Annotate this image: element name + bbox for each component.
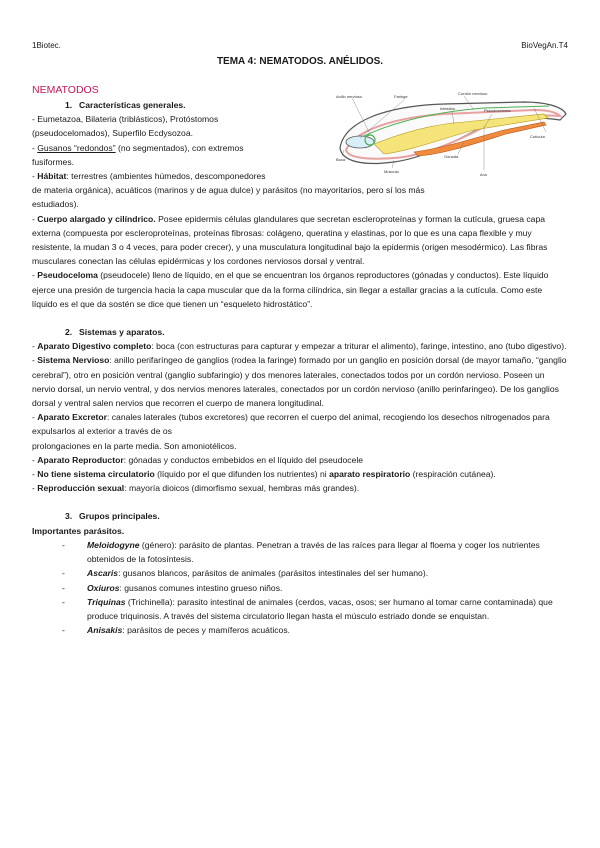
list-item: - Triquinas (Trichinella): parasito intestinal de animales (cerdos, vacas, osos; ser humano al tomar carne contaminada) que produce triquinosis. A través del sistema circulatorio llegan hasta el músculo estriado donde se enquistan. [62, 596, 553, 621]
s2-circulatorio: - No tiene sistema circulatorio (líquido por el que difunden los nutrientes) ni aparato respiratorio (respiración cutánea). [32, 469, 496, 480]
diagram-label-6: Cutícula [530, 134, 545, 139]
heading-s2-num: 2. [65, 327, 73, 338]
heading-s1 [32, 98, 568, 112]
page-title: TEMA 4: NEMATODOS. ANÉLIDOS. [216, 56, 384, 67]
diagram-label-9: Músculo [384, 169, 399, 174]
s2-nervioso: - Sistema Nervioso: anillo perifaríngeo de ganglios (rodea la faringe) formado por un ganglio en posición dorsal (de mayor tamaño, “ganglio cerebral”), otro en posición ventral (ganglio subfaringio) y dos menores laterales, conectados todos por un cordón nervioso. Poseen un nervio dorsal, un nervio ventral, y dos nervios menores laterales, conectados por un cordón nervioso (anillo perinfaringeo). De los ganglios dorsal y ventral salen nervios que recorren el cuerpo de manera longitudinal. [32, 355, 567, 409]
heading-s3-num: 3. [65, 511, 73, 522]
section-title: NEMATODOS [32, 84, 99, 96]
header-left: 1Biotec. [32, 41, 61, 50]
s1-line4: fusiformes. [32, 156, 75, 167]
s2-reproductor: - Aparato Reproductor: gónadas y conductos embebidos en el líquido del pseudocele [32, 454, 364, 465]
heading-s2 [32, 325, 568, 339]
list-item: - Ascaris: gusanos blancos, parásitos de animales (parásitos intestinales del ser humano). [62, 568, 429, 579]
heading-s2-title: Sistemas y aparatos. [79, 327, 165, 338]
document-body [32, 82, 568, 637]
diagram-label-4: Cordón nervioso [458, 92, 488, 96]
s1-cuerpo: - Cuerpo alargado y cilíndrico. Posee epidermis células glandulares que secretan escleroproteínas y forman la cutícula, gruesa capa externa (compuesta por escleroproteínas, proteínas fibrosas: colágeno, queratina y elastinas, por lo que es una capa flexible y muy resistente, la mudan 3 o 4 veces, para poder crecer), y una musculatura longitudinal bajo la epidermis (origen mesodérmico). Las fibras musculares conectan las células epidérmicas y los cordones nerviosos dorsal y ventral. [32, 213, 548, 267]
diagram-label-1: Faringe [394, 94, 408, 99]
heading-s3 [32, 509, 568, 523]
s1-line1: - Eumetazoa, Bilateria (triblásticos), Protóstomos [32, 114, 219, 125]
heading-s1-num: 1. [65, 100, 73, 110]
s3-subtitle: Importantes parásitos. [32, 525, 125, 536]
list-item: - Oxiuros: gusanos comunes intestino grueso niños. [62, 582, 283, 593]
s1-habitat: - Hábitat: terrestres (ambientes húmedos, descomponedores de materia orgánica), acuáticos (marinos y de agua dulce) y parásitos (no mayoritarios, pero sí los más estudiados). [32, 171, 425, 210]
s2-reproduccion-sexual: - Reproducción sexual: mayoría dioicos (dimorfismo sexual, hembras más grandes). [32, 483, 360, 494]
s1-line3: - Gusanos “redondos” (no segmentados), con extremos [32, 142, 244, 153]
diagram-label-8: Boca [336, 157, 346, 162]
diagram-label-7: Ano [480, 172, 488, 177]
list-item: - Meloidogyne (género): parásito de plantas. Penetran a través de las raíces para llegar al floema y coger los nutrientes obtenidos de la fotosíntesis. [62, 539, 540, 565]
diagram-label-5: Gónada [444, 154, 459, 159]
diagram-label-2: Intestino [440, 106, 456, 111]
gusanos-redondos: Gusanos “redondos” [37, 142, 116, 153]
parasite-list [32, 538, 568, 637]
heading-s1-title: Características generales. [79, 100, 186, 110]
s2-excretor: - Aparato Excretor: canales laterales (tubos excretores) que recorren el cuerpo del animal, recogiendo los desechos nitrogenados para expulsarlos al exterior a través de os prolongaciones en la parte media. Son amoniotélicos. [32, 412, 550, 451]
s1-line2: (pseudocelomados), Superfilo Ecdysozoa. [32, 128, 193, 139]
header-right: BioVegAn.T4 [521, 41, 568, 50]
s2-digestivo: - Aparato Digestivo completo: boca (con estructuras para capturar y empezar a triturar el alimento), faringe, intestino, ano (tubo digestivo). [32, 341, 567, 352]
heading-s3-title: Grupos principales. [79, 511, 160, 522]
list-item: - Anisakis: parásitos de peces y mamíferos acuáticos. [62, 625, 291, 636]
s1-pseudoceloma: - Pseudoceloma (pseudocele) lleno de líquido, en el que se encuentran los órganos reproductores (gónadas y conductos). Este líquido ejerce una presión de turgencia hacia la capa muscular que da la forma cilíndrica, sin llegar a estallar gracias a la cutícula. Como este líquido es el que da sostén se dice que tienen un “esqueleto hidrostático”. [32, 270, 549, 309]
diagram-label-0: Anillo nervioso [336, 94, 363, 99]
diagram-label-3: Pseudoceloma [484, 108, 511, 113]
